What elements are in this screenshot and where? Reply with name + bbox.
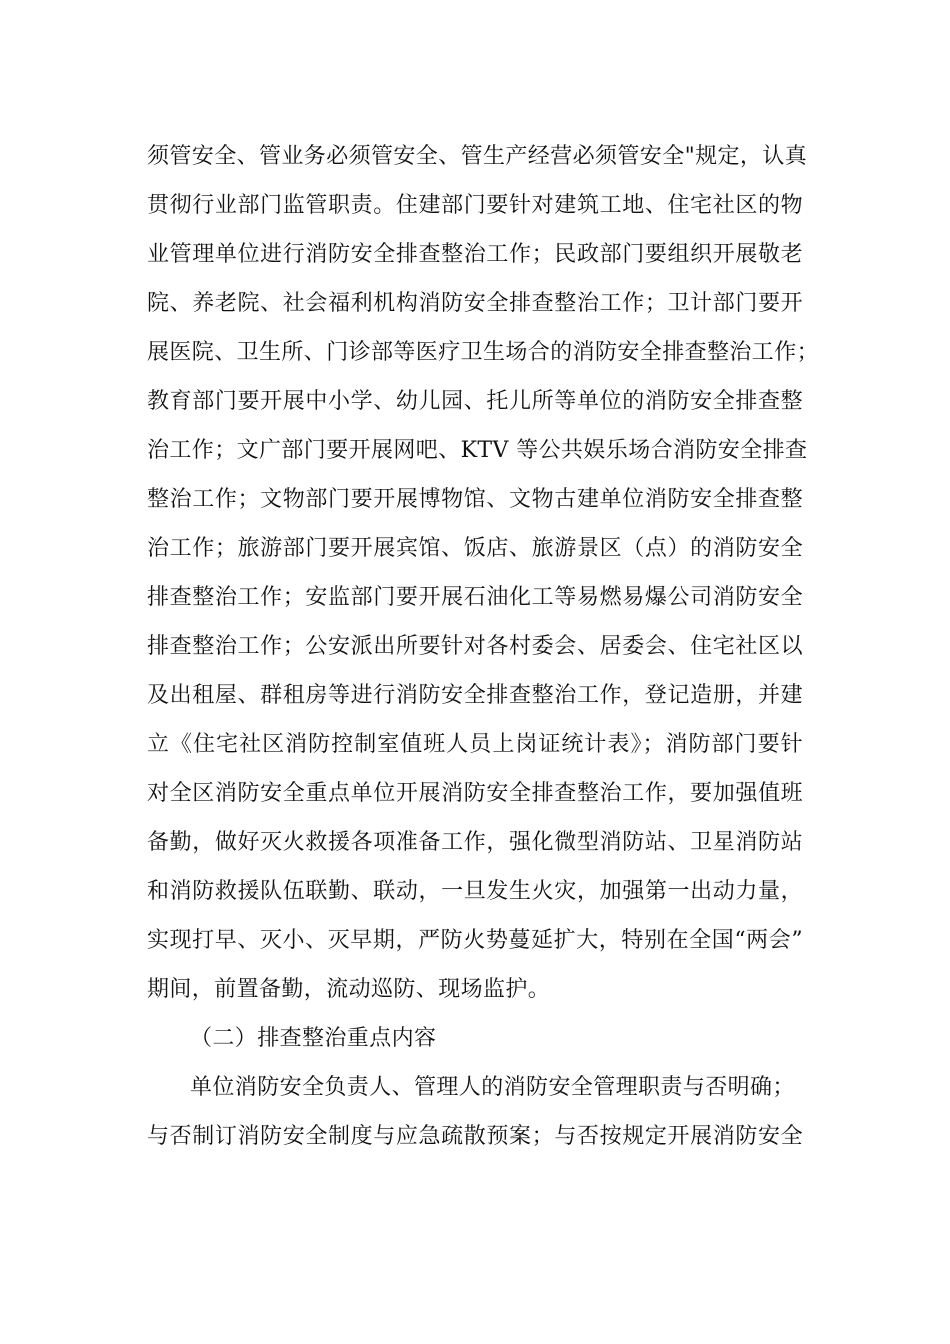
body-text-line: 整治工作；文物部门要开展博物馆、文物古建单位消防安全排查整 [147, 487, 803, 512]
body-text-line: 教育部门要开展中小学、幼儿园、托儿所等单位的消防安全排查整 [147, 389, 803, 414]
body-text-line: 期间，前置备勤，流动巡防、现场监护。 [147, 977, 551, 1002]
body-text-line: 贯彻行业部门监管职责。住建部门要针对建筑工地、住宅社区的物 [147, 193, 803, 218]
body-text-line: 对全区消防安全重点单位开展消防安全排查整治工作，要加强值班 [147, 781, 803, 806]
body-text-line: 备勤，做好灭火救援各项准备工作，强化微型消防站、卫星消防站 [147, 830, 803, 855]
body-text-line: 排查整治工作；公安派出所要针对各村委会、居委会、住宅社区以 [147, 634, 803, 659]
body-text-line: 实现打早、灭小、灭早期，严防火势蔓延扩大，特别在全国“两会” [147, 928, 803, 953]
body-text-line: 排查整治工作；安监部门要开展石油化工等易燃易爆公司消防安全 [147, 585, 803, 610]
body-text-line: 展医院、卫生所、门诊部等医疗卫生场合的消防安全排查整治工作； [147, 340, 820, 365]
body-text-line: 单位消防安全负责人、管理人的消防安全管理职责与否明确； [190, 1075, 795, 1100]
body-text-line: 和消防救援队伍联勤、联动，一旦发生火灾，加强第一出动力量， [147, 879, 803, 904]
body-text-line: 与否制订消防安全制度与应急疏散预案；与否按规定开展消防安全 [147, 1124, 803, 1149]
body-text-line: 治工作；文广部门要开展网吧、KTV 等公共娱乐场合消防安全排查 [147, 438, 808, 463]
body-text-line: 立《住宅社区消防控制室值班人员上岗证统计表》；消防部门要针 [147, 732, 803, 757]
body-text-line: 治工作；旅游部门要开展宾馆、饭店、旅游景区（点）的消防安全 [147, 536, 803, 561]
body-text-line: 及出租屋、群租房等进行消防安全排查整治工作，登记造册，并建 [147, 683, 803, 708]
body-text-line: 须管安全、管业务必须管安全、管生产经营必须管安全"规定，认真 [147, 144, 808, 169]
section-heading: （二）排查整治重点内容 [190, 1026, 437, 1051]
body-text-line: 业管理单位进行消防安全排查整治工作；民政部门要组织开展敬老 [147, 242, 803, 267]
body-text-line: 院、养老院、社会福利机构消防安全排查整治工作；卫计部门要开 [147, 291, 803, 316]
